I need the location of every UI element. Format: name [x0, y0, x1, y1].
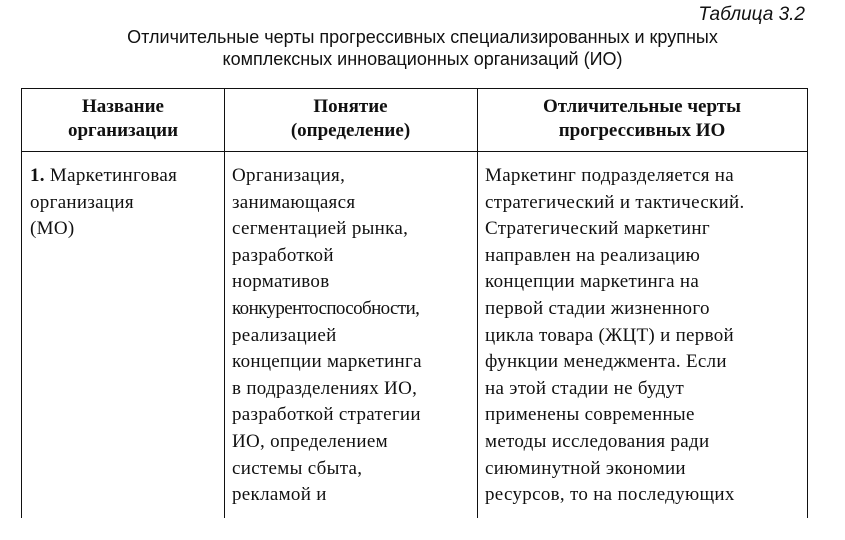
cell-organization-name: 1. Маркетинговая организация (МО): [30, 165, 178, 240]
comparison-table: [21, 88, 808, 518]
column-divider-2: [477, 89, 478, 518]
cell-distinctive-features: Маркетинг подразделяется на стратегический и тактический. Стратегический маркетинг направлен на реализацию концепции маркетинга на первой стадии жизненного цикла товара (ЖЦТ) и первой функции менеджмента. Если на этой стадии не будут применены современные методы исследования ради сиюминутной экономии ресурсов, то на последующих: [485, 165, 745, 506]
header-definition: Понятие (определение): [290, 96, 411, 141]
row-number: 1.: [30, 165, 45, 186]
header-organization-name: Название организации: [67, 96, 179, 141]
cell-definition: Организация, занимающаяся сегментацией рынка, разработкой нормативов конкурентоспособности, реализацией концепции маркетинга в подразделениях ИО, разработкой стратегии ИО, определением системы сбыта, рекламой и: [232, 165, 422, 506]
column-divider-1: [224, 89, 225, 518]
caption-line-1: Отличительные черты прогрессивных специализированных и крупных: [127, 27, 718, 47]
header-divider: [22, 151, 807, 152]
header-distinctive-features: Отличительные черты прогрессивных ИО: [543, 96, 741, 141]
table-caption: [0, 26, 845, 70]
table-number: Таблица 3.2: [698, 4, 805, 25]
caption-line-2: комплексных инновационных организаций (ИО): [222, 49, 623, 69]
